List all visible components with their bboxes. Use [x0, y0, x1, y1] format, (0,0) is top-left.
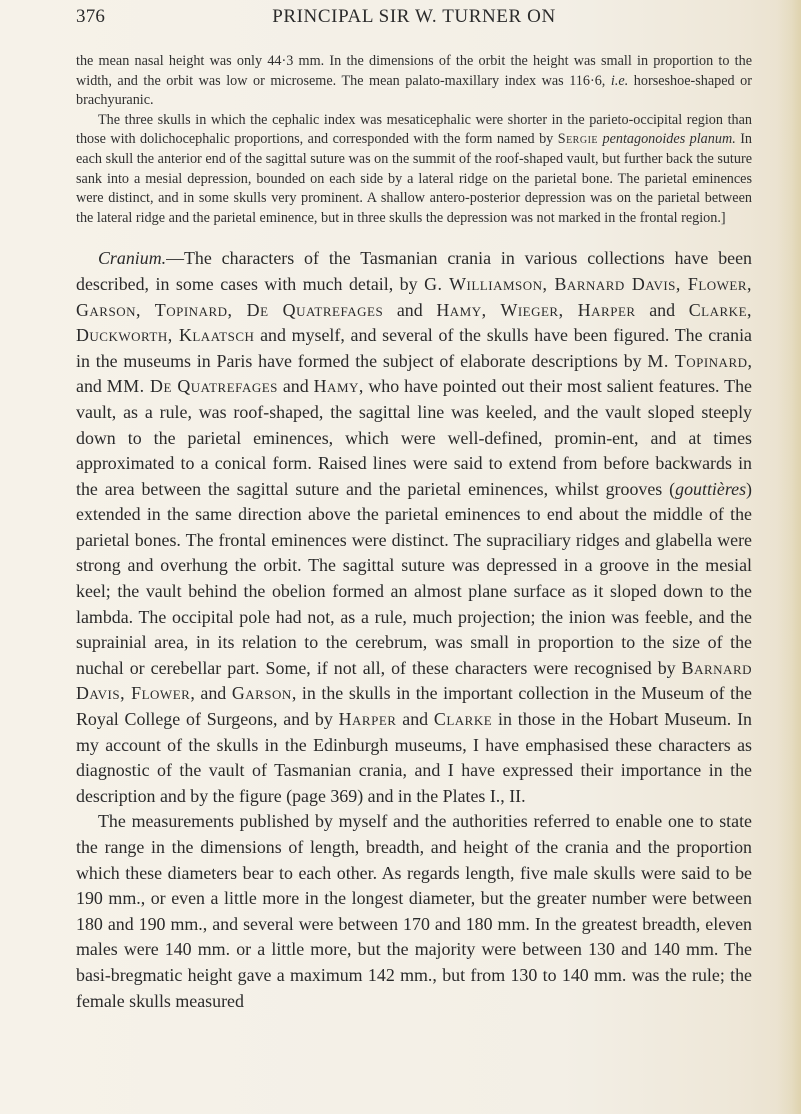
small-caps-text: M. Topinard: [647, 350, 748, 371]
text-segment: The measurements published by myself and the authorities referred to enable one to state the range in the dimensions of length, breadth, and height of the crania and the proportion which these diameters bear to each other. As regards length, five male skulls were said to be 190 mm., or even a little more in the longest diameter, but the greater number were between 180 and 190 mm., and several were between 170 and 180 mm. In the greatest breadth, eleven males were 140 mm. or a little more, but the majority were between 130 and 140 mm. The basi-bregmatic height gave a maximum 142 mm., but from 130 to 140 mm. was the rule; the female skulls measured: [76, 811, 752, 1011]
text-segment: the mean nasal height was only 44·3 mm. In the dimensions of the orbit the height was small in proportion to the width, and the orbit was low or microseme. The mean palato-maxillary index was 116·6,: [76, 53, 752, 89]
text-segment: , and: [190, 683, 232, 704]
small-caps-text: Clarke: [433, 709, 493, 730]
small-caps-text: Sergie: [557, 131, 599, 148]
body-text: [76, 52, 752, 1014]
small-caps-text: Hamy, Wieger, Harper: [436, 299, 636, 320]
text-segment: and: [635, 299, 689, 320]
text-segment: ) extended in the same direction above the parietal eminences to end about the middle of the parietal bones. The frontal eminences were distinct. The supraciliary ridges and glabella were strong and overhung the orbit. The sagittal suture was depressed in a groove in the mesial keel; the vault behind the obelion formed an almost plane surface as it sloped down to the lambda. The occipital pole had not, as a rule, much projection; the inion was feeble, and the suprainial area, in its relation to the cerebrum, was small in proportion to the size of the nuchal or cerebellar part. Some, if not all, of these characters were recognised by: [76, 478, 752, 678]
measurements-paragraph: [76, 809, 752, 1014]
small-caps-text: G. Williamson, Barnard Davis, Flower, Garson, Topinard, De Quatrefages: [76, 273, 752, 320]
small-paragraph: [76, 52, 752, 111]
text-segment: , in the skulls in the important collection in the Museum of the Royal College of Surgeons, and by: [76, 683, 752, 730]
small-caps-text: Clarke, Duckworth, Klaatsch: [76, 299, 752, 346]
running-head: PRINCIPAL SIR W. TURNER ON: [272, 6, 556, 27]
small-caps-text: Garson: [231, 683, 292, 704]
text-segment: The three skulls in which the cephalic index was mesaticephalic were shorter in the parieto-occipital region than those with dolichocephalic proportions, and corresponded with the form named by: [76, 111, 752, 148]
page-edge-shadow: [777, 0, 801, 1114]
text-segment: and: [277, 376, 314, 397]
cranium-paragraph: [76, 246, 752, 809]
text-segment: and myself, and several of the skulls have been figured. The crania in the museums in Paris have formed the subject of elaborate descriptions by: [76, 325, 752, 371]
text-segment: , who have pointed out their most salient features. The vault, as a rule, was roof-shaped, the sagittal line was keeled, and the vault sloped steeply down to the parietal eminences, which were well-defined, promin-ent, and at times approximated to a conical form. Raised lines were said to extend from before backwards in the area between the sagittal suture and the parietal eminences, whilst grooves (: [76, 376, 752, 499]
text-segment: and: [383, 299, 437, 320]
small-paragraph: [76, 111, 752, 229]
text-segment: , and: [76, 350, 752, 397]
italic-text: Cranium.: [98, 248, 167, 269]
text-segment: —The characters of the Tasmanian crania in various collections have been described, in some cases with much detail, by: [76, 248, 752, 294]
page-header: [76, 6, 752, 34]
text-segment: horseshoe-shaped or brachyuranic.: [76, 72, 752, 109]
small-caps-text: Hamy: [313, 376, 359, 397]
small-caps-text: MM. De Quatrefages: [106, 376, 278, 397]
italic-text: i.e.: [610, 72, 629, 89]
italic-text: pentagonoides planum.: [602, 131, 736, 148]
italic-text: gouttières: [675, 478, 747, 499]
page-number: 376: [76, 6, 106, 27]
small-caps-text: Barnard Davis, Flower: [76, 657, 752, 704]
text-segment: In each skull the anterior end of the sagittal suture was on the summit of the roof-shaped vault, but further back the suture sank into a mesial depression, bounded on each side by a lateral ridge on the parietal bone. The parietal eminences were distinct, and in some skulls very prominent. A shallow antero-posterior depression was on the parietal between the lateral ridge and the parietal eminence, but in three skulls the depression was not marked in the frontal region.]: [76, 131, 753, 226]
small-caps-text: Harper: [338, 709, 397, 730]
text-segment: in those in the Hobart Museum. In my account of the skulls in the Edinburgh museums, I have emphasised these characters as diagnostic of the vault of Tasmanian crania, and I have expressed their importance in the description and by the figure (page 369) and in the Plates I., II.: [76, 709, 752, 806]
text-segment: and: [396, 709, 434, 730]
